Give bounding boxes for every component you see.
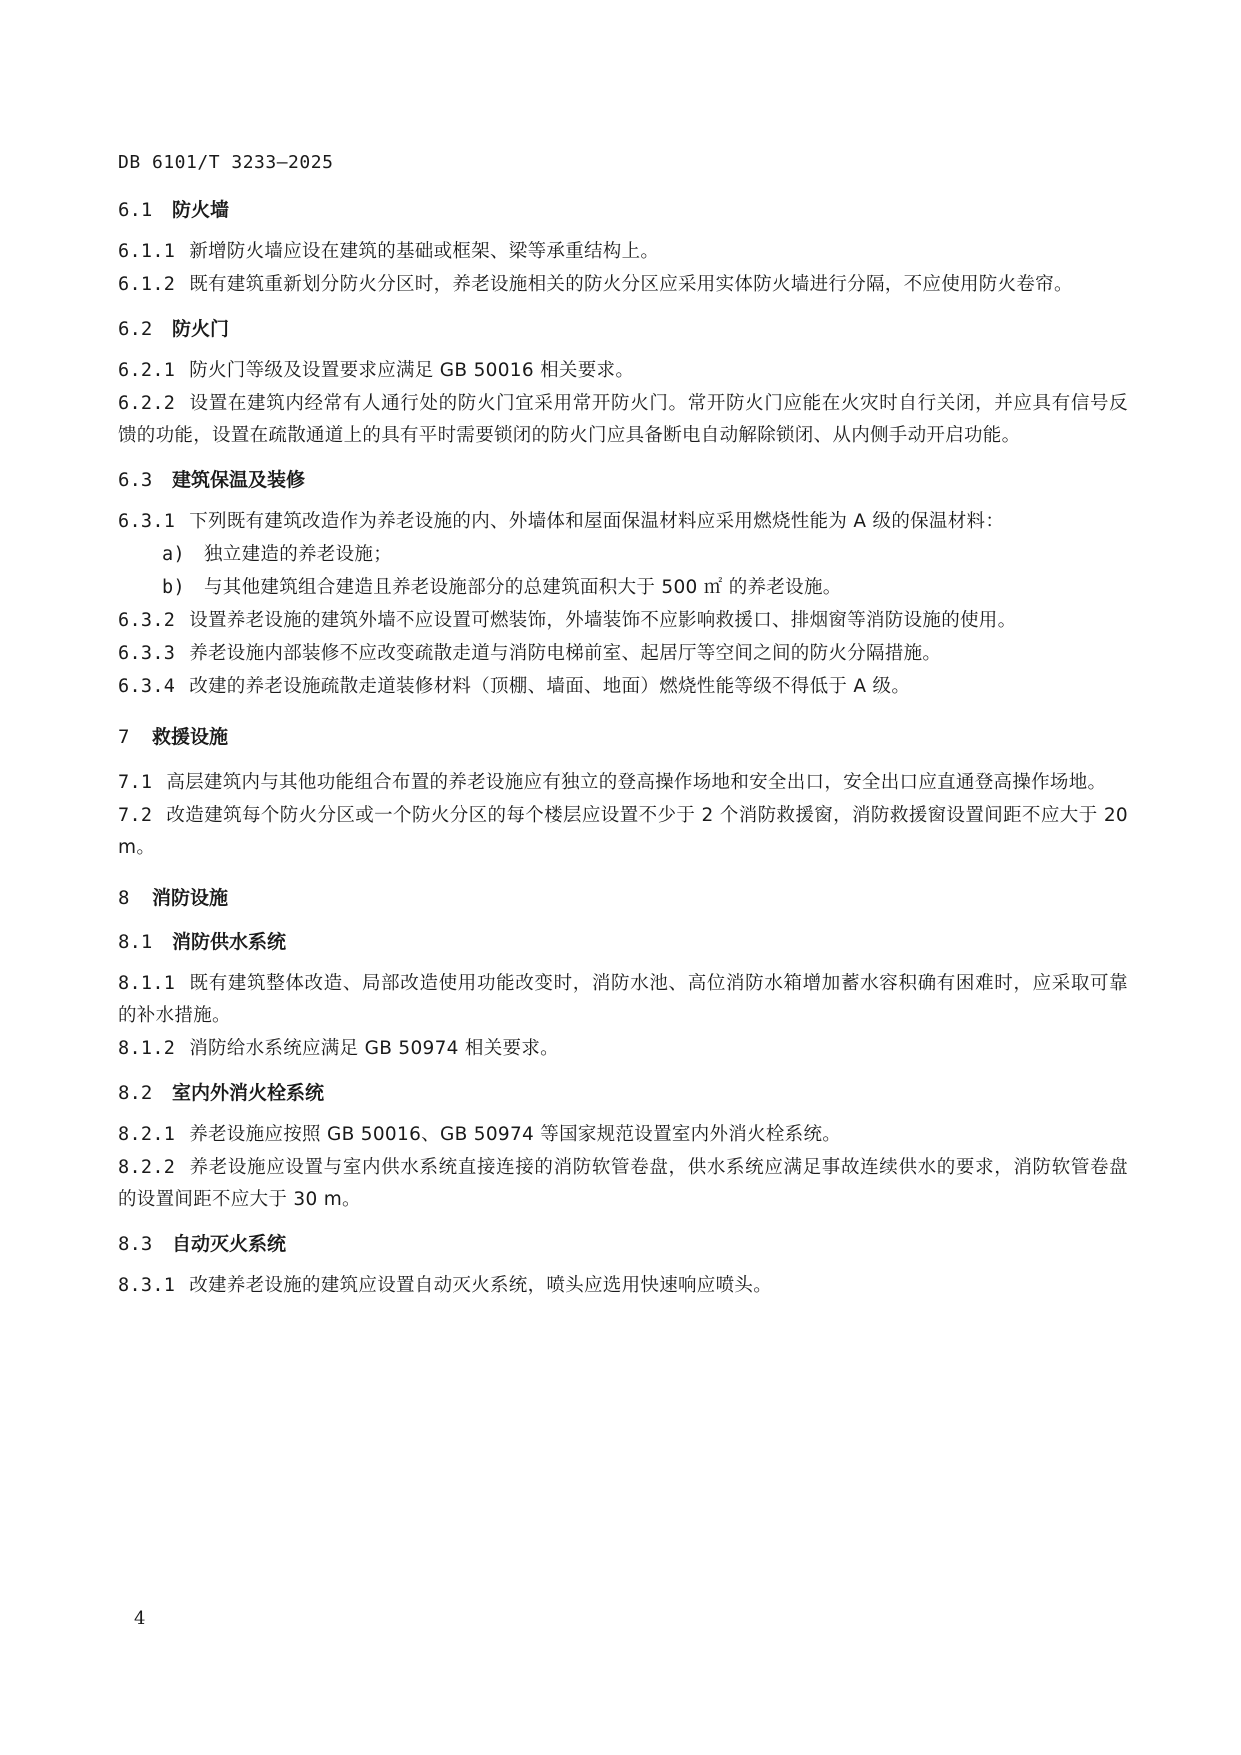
clause-text: 养老设施内部装修不应改变疏散走道与消防电梯前室、起居厅等空间之间的防火分隔措施。 bbox=[189, 643, 942, 664]
clause-number: 8.3.1 bbox=[118, 1275, 176, 1296]
clause-paragraph bbox=[118, 1270, 1128, 1302]
section-heading bbox=[118, 928, 1128, 956]
heading-title: 消防供水系统 bbox=[172, 931, 287, 953]
section-heading bbox=[118, 466, 1128, 494]
clause-text: 设置在建筑内经常有人通行处的防火门宜采用常开防火门。常开防火门应能在火灾时自行关闭，并应具有信号反馈的功能，设置在疏散通道上的具有平时需要锁闭的防火门应具备断电自动解除锁闭、从内侧手动开启功能。 bbox=[118, 393, 1128, 446]
section-heading bbox=[118, 1230, 1128, 1258]
heading-title: 防火门 bbox=[172, 318, 230, 340]
clause-paragraph bbox=[118, 767, 1128, 799]
page-number: 4 bbox=[134, 1608, 146, 1629]
section-heading bbox=[118, 196, 1128, 224]
clause-number: 6.3.4 bbox=[118, 676, 176, 697]
clause-number: 6.1.2 bbox=[118, 274, 176, 295]
clause-paragraph bbox=[118, 388, 1128, 452]
heading-number: 7 bbox=[118, 726, 130, 748]
chapter-heading bbox=[118, 723, 1128, 751]
heading-number: 6.3 bbox=[118, 469, 153, 491]
heading-number: 6.2 bbox=[118, 318, 153, 340]
clause-number: 6.1.1 bbox=[118, 241, 176, 262]
clause-text: 下列既有建筑改造作为养老设施的内、外墙体和屋面保温材料应采用燃烧性能为 A 级的保温材料： bbox=[189, 511, 1005, 532]
clause-text: 养老设施应按照 GB 50016、GB 50974 等国家规范设置室内外消火栓系统。 bbox=[189, 1124, 842, 1145]
section-heading bbox=[118, 315, 1128, 343]
clause-number: 6.2.1 bbox=[118, 360, 176, 381]
heading-number: 6.1 bbox=[118, 199, 153, 221]
clause-paragraph bbox=[118, 605, 1128, 637]
clause-number: 7.1 bbox=[118, 772, 153, 793]
clause-paragraph bbox=[118, 236, 1128, 268]
clause-text: 与其他建筑组合建造且养老设施部分的总建筑面积大于 500 ㎡ 的养老设施。 bbox=[204, 577, 842, 598]
clause-text: 养老设施应设置与室内供水系统直接连接的消防软管卷盘，供水系统应满足事故连续供水的要求，消防软管卷盘的设置间距不应大于 30 m。 bbox=[118, 1157, 1128, 1210]
clause-text: 改造建筑每个防火分区或一个防火分区的每个楼层应设置不少于 2 个消防救援窗，消防救援窗设置间距不应大于 20 m。 bbox=[118, 805, 1128, 858]
document-code: DB 6101/T 3233—2025 bbox=[118, 152, 334, 173]
clause-number: 6.3.3 bbox=[118, 643, 176, 664]
clause-paragraph bbox=[118, 506, 1128, 538]
clause-text: 独立建造的养老设施； bbox=[204, 544, 393, 565]
clause-paragraph bbox=[118, 1033, 1128, 1065]
heading-number: 8.1 bbox=[118, 931, 153, 953]
list-item bbox=[162, 572, 1128, 604]
list-marker: a) bbox=[162, 544, 185, 565]
clause-paragraph bbox=[118, 1152, 1128, 1216]
list-item bbox=[162, 539, 1128, 571]
heading-title: 救援设施 bbox=[152, 726, 229, 748]
heading-title: 消防设施 bbox=[152, 887, 229, 909]
clause-text: 防火门等级及设置要求应满足 GB 50016 相关要求。 bbox=[189, 360, 635, 381]
clause-paragraph bbox=[118, 968, 1128, 1032]
clause-text: 改建的养老设施疏散走道装修材料（顶棚、墙面、地面）燃烧性能等级不得低于 A 级。 bbox=[189, 676, 911, 697]
heading-number: 8.3 bbox=[118, 1233, 153, 1255]
clause-paragraph bbox=[118, 800, 1128, 864]
clause-paragraph bbox=[118, 1119, 1128, 1151]
clause-paragraph bbox=[118, 638, 1128, 670]
chapter-heading bbox=[118, 884, 1128, 912]
clause-number: 6.2.2 bbox=[118, 393, 176, 414]
list-marker: b) bbox=[162, 577, 185, 598]
clause-paragraph bbox=[118, 269, 1128, 301]
section-heading bbox=[118, 1079, 1128, 1107]
heading-title: 防火墙 bbox=[172, 199, 230, 221]
clause-number: 8.2.2 bbox=[118, 1157, 176, 1178]
list bbox=[118, 539, 1128, 604]
heading-title: 自动灭火系统 bbox=[172, 1233, 287, 1255]
heading-title: 室内外消火栓系统 bbox=[172, 1082, 325, 1104]
clause-number: 6.3.1 bbox=[118, 511, 176, 532]
clause-text: 既有建筑重新划分防火分区时，养老设施相关的防火分区应采用实体防火墙进行分隔，不应使用防火卷帘。 bbox=[189, 274, 1073, 295]
clause-number: 8.1.1 bbox=[118, 973, 176, 994]
heading-number: 8 bbox=[118, 887, 130, 909]
clause-number: 8.1.2 bbox=[118, 1038, 176, 1059]
clause-paragraph bbox=[118, 355, 1128, 387]
clause-text: 设置养老设施的建筑外墙不应设置可燃装饰，外墙装饰不应影响救援口、排烟窗等消防设施的使用。 bbox=[189, 610, 1017, 631]
clause-number: 6.3.2 bbox=[118, 610, 176, 631]
clause-paragraph bbox=[118, 671, 1128, 703]
heading-title: 建筑保温及装修 bbox=[172, 469, 306, 491]
clause-text: 改建养老设施的建筑应设置自动灭火系统，喷头应选用快速响应喷头。 bbox=[189, 1275, 773, 1296]
heading-number: 8.2 bbox=[118, 1082, 153, 1104]
clause-number: 7.2 bbox=[118, 805, 153, 826]
clause-text: 高层建筑内与其他功能组合布置的养老设施应有独立的登高操作场地和安全出口，安全出口应直通登高操作场地。 bbox=[166, 772, 1107, 793]
clause-text: 既有建筑整体改造、局部改造使用功能改变时，消防水池、高位消防水箱增加蓄水容积确有困难时，应采取可靠的补水措施。 bbox=[118, 973, 1128, 1026]
clause-text: 消防给水系统应满足 GB 50974 相关要求。 bbox=[189, 1038, 559, 1059]
clause-text: 新增防火墙应设在建筑的基础或框架、梁等承重结构上。 bbox=[189, 241, 660, 262]
document-body bbox=[118, 196, 1128, 1303]
clause-number: 8.2.1 bbox=[118, 1124, 176, 1145]
